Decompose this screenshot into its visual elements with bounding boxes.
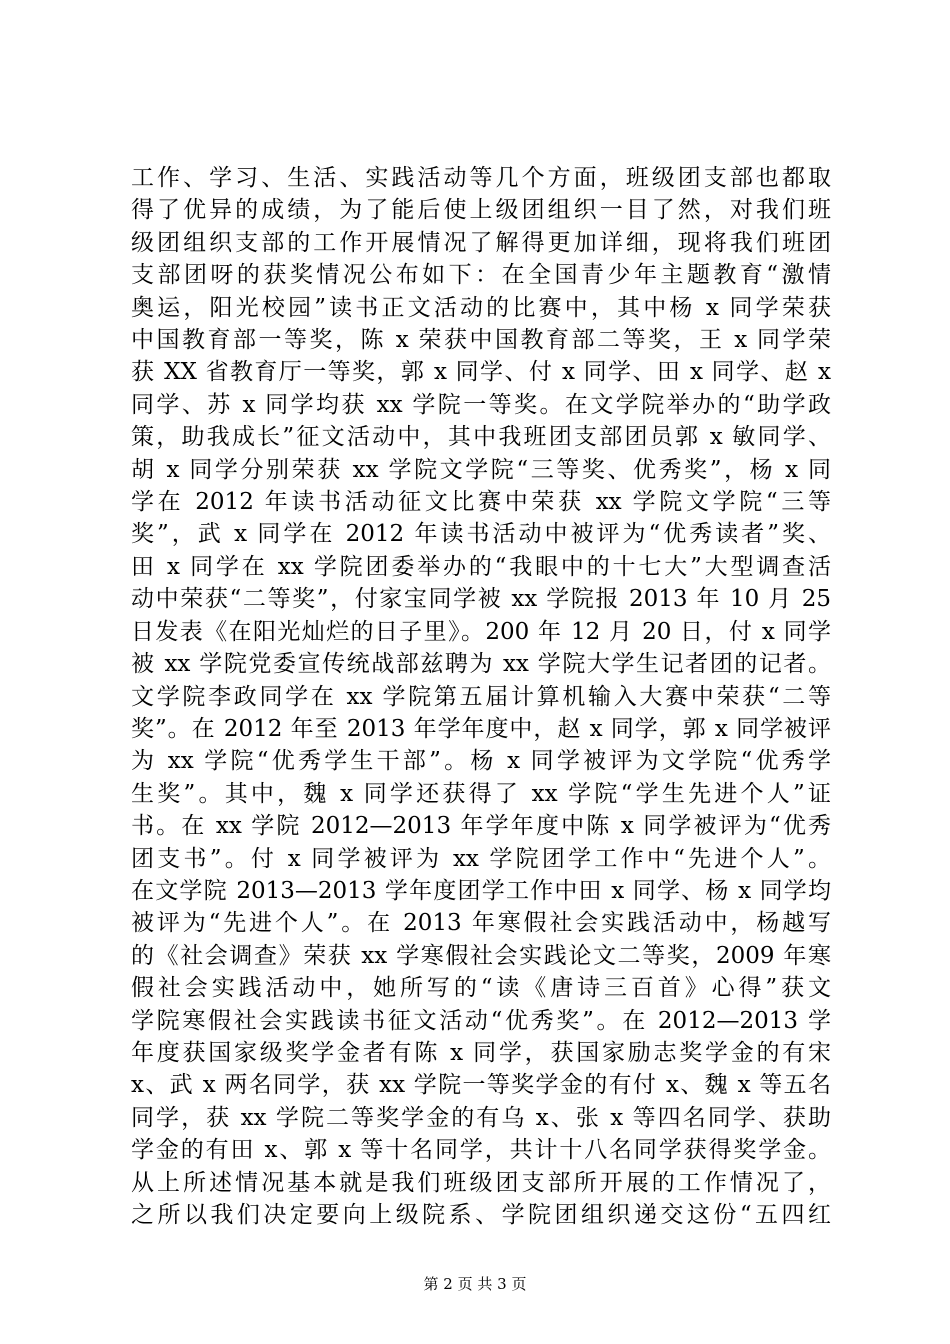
text-line: 生奖”。其中，魏 x 同学还获得了 xx 学院“学生先进个人”证: [131, 780, 831, 807]
text-line: 学金的有田 x、郭 x 等十名同学，共计十八名同学获得奖学金。: [131, 1137, 831, 1164]
text-line: 书。在 xx 学院 2012—2013 年学年度中陈 x 同学被评为“优秀: [131, 813, 831, 840]
text-line: 奖”。在 2012 年至 2013 年学年度中，赵 x 同学，郭 x 同学被评: [131, 715, 831, 742]
body-paragraph: [131, 162, 831, 1231]
text-line: 工作、学习、生活、实践活动等几个方面，班级团支部也都取: [131, 165, 831, 191]
text-line: 奥运，阳光校园”读书正文活动的比赛中，其中杨 x 同学荣获: [131, 294, 831, 321]
text-line: 之所以我们决定要向上级院系、学院团组织递交这份“五四红: [131, 1202, 831, 1228]
text-line: 动中荣获“二等奖”，付家宝同学被 xx 学院报 2013 年 10 月 25: [131, 586, 831, 613]
text-line: 文学院李政同学在 xx 学院第五届计算机输入大赛中荣获“二等: [131, 683, 831, 710]
text-line: 学在 2012 年读书活动征文比赛中荣获 xx 学院文学院“三等: [131, 489, 831, 516]
text-line: 奖”，武 x 同学在 2012 年读书活动中被评为“优秀读者”奖、: [131, 521, 831, 548]
text-line: 同学，获 xx 学院二等奖学金的有乌 x、张 x 等四名同学、获助: [131, 1104, 831, 1131]
text-line: x、武 x 两名同学，获 xx 学院一等奖学金的有付 x、魏 x 等五名: [131, 1072, 831, 1099]
text-line: 年度获国家级奖学金者有陈 x 同学，获国家励志奖学金的有宋: [131, 1039, 831, 1066]
text-line: 假社会实践活动中，她所写的“读《唐诗三百首》心得”获文: [131, 975, 831, 1002]
text-line: 团支书”。付 x 同学被评为 xx 学院团学工作中“先进个人”。: [131, 845, 831, 872]
text-line: 获 XX 省教育厅一等奖，郭 x 同学、付 x 同学、田 x 同学、赵 x: [131, 359, 831, 386]
text-line: 支部团呀的获奖情况公布如下：在全国青少年主题教育“激情: [131, 262, 831, 289]
text-line: 田 x 同学在 xx 学院团委举办的“我眼中的十七大”大型调查活: [131, 553, 831, 580]
text-line: 被评为“先进个人”。在 2013 年寒假社会实践活动中，杨越写: [131, 910, 831, 937]
text-line: 被 xx 学院党委宣传统战部兹聘为 xx 学院大学生记者团的记者。: [131, 651, 831, 678]
text-line: 中国教育部一等奖，陈 x 荣获中国教育部二等奖，王 x 同学荣: [131, 327, 831, 354]
text-line: 策，助我成长”征文活动中，其中我班团支部团员郭 x 敏同学、: [131, 424, 831, 451]
text-line: 日发表《在阳光灿烂的日子里》。200 年 12 月 20 日，付 x 同学: [131, 618, 831, 645]
text-line: 同学、苏 x 同学均获 xx 学院一等奖。在文学院举办的“助学政: [131, 391, 831, 418]
text-line: 胡 x 同学分别荣获 xx 学院文学院“三等奖、优秀奖”，杨 x 同: [131, 456, 831, 483]
text-line: 学院寒假社会实践读书征文活动“优秀奖”。在 2012—2013 学: [131, 1007, 831, 1034]
text-line: 级团组织支部的工作开展情况了解得更加详细，现将我们班团: [131, 229, 831, 256]
text-line: 得了优异的成绩，为了能后使上级团组织一目了然，对我们班: [131, 197, 831, 224]
text-line: 的《社会调查》荣获 xx 学寒假社会实践论文二等奖，2009 年寒: [131, 942, 831, 969]
text-line: 从上所述情况基本就是我们班级团支部所开展的工作情况了，: [131, 1169, 831, 1196]
page-footer: 第 2 页 共 3 页: [423, 1275, 527, 1293]
text-line: 为 xx 学院“优秀学生干部”。杨 x 同学被评为文学院“优秀学: [131, 748, 831, 775]
text-line: 在文学院 2013—2013 学年度团学工作中田 x 同学、杨 x 同学均: [131, 877, 831, 904]
